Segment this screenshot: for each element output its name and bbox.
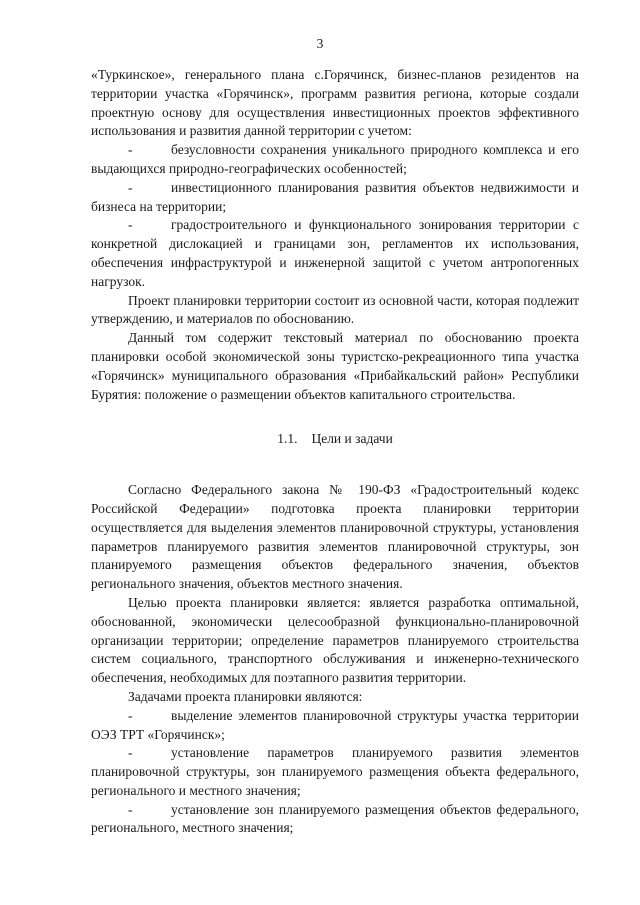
paragraph-tasks: Задачами проекта планировки являются:: [128, 688, 363, 704]
paragraph-law: Согласно Федерального закона № 190-ФЗ «Градостроительный кодекс Российской Федерации» подготовка проекта планировки территории осуществляется для выделения элементов планировочной структуры, установления параметров планируемого развития элементов планировочной структуры, зон планируемого размещения объектов федерального значения, объектов регионального значения, объектов местного значения.: [91, 482, 579, 592]
list-item-text: градостроительного и функционального зонирования территории с конкретной дислокацией и границами зон, регламентов их использования, обеспечения инфраструктурой и инженерной защитой с учетом антропогенных нагрузок.: [91, 217, 579, 289]
section-heading: [91, 430, 579, 449]
list-item-text: выделение элементов планировочной структуры участка территории ОЭЗ ТРТ «Горячинск»;: [91, 707, 579, 742]
dash-marker: -: [128, 179, 133, 195]
paragraph-goal: Целью проекта планировки является: является разработка оптимальной, обоснованной, экономически целесообразной функционально-планировочной организации территории; определение параметров планируемого строительства систем социального, транспортного обслуживания и инженерно-технического обеспечения, необходимых для поэтапного развития территории.: [91, 594, 579, 686]
dash-marker: -: [128, 142, 133, 158]
dash-marker: -: [128, 217, 133, 233]
list-item: [91, 744, 579, 800]
document-body: [91, 66, 579, 838]
list-item: [91, 141, 579, 179]
paragraph-intro: «Туркинское», генерального плана с.Горячинск, бизнес-планов резидентов на территории участка «Горячинск», программ развития региона, которые создали проектную основу для осуществления инвестиционных проектов эффективного использования и развития данной территории с учетом:: [91, 67, 579, 139]
dash-marker: -: [128, 707, 133, 723]
list-item-text: инвестиционного планирования развития объектов недвижимости и бизнеса на территории;: [91, 179, 579, 214]
dash-marker: -: [128, 801, 133, 817]
dash-marker: -: [128, 745, 133, 761]
list-item: [91, 179, 579, 217]
list-item: [91, 707, 579, 745]
page-number: 3: [316, 36, 324, 51]
list-item: [91, 216, 579, 291]
paragraph-volume: Данный том содержит текстовый материал по обоснованию проекта планировки особой экономической зоны туристско-рекреационного типа участка «Горячинск» муниципального образования «Прибайкальский район» Республики Бурятия: положение о размещении объектов капитального строительства.: [91, 330, 579, 402]
paragraph-project: Проект планировки территории состоит из основной части, которая подлежит утверждению, и материалов по обоснованию.: [91, 292, 579, 327]
list-item-text: установление зон планируемого размещения объектов федерального, регионального, местного значения;: [91, 801, 579, 836]
list-item: [91, 801, 579, 839]
section-title: Цели и задачи: [311, 431, 393, 447]
section-number: 1.1.: [277, 431, 298, 447]
list-item-text: установление параметров планируемого развития элементов планировочной структуры, зон планируемого размещения объекта федерального, регионального и местного значения;: [91, 745, 579, 798]
list-item-text: безусловности сохранения уникального природного комплекса и его выдающихся природно-географических особенностей;: [91, 142, 579, 176]
